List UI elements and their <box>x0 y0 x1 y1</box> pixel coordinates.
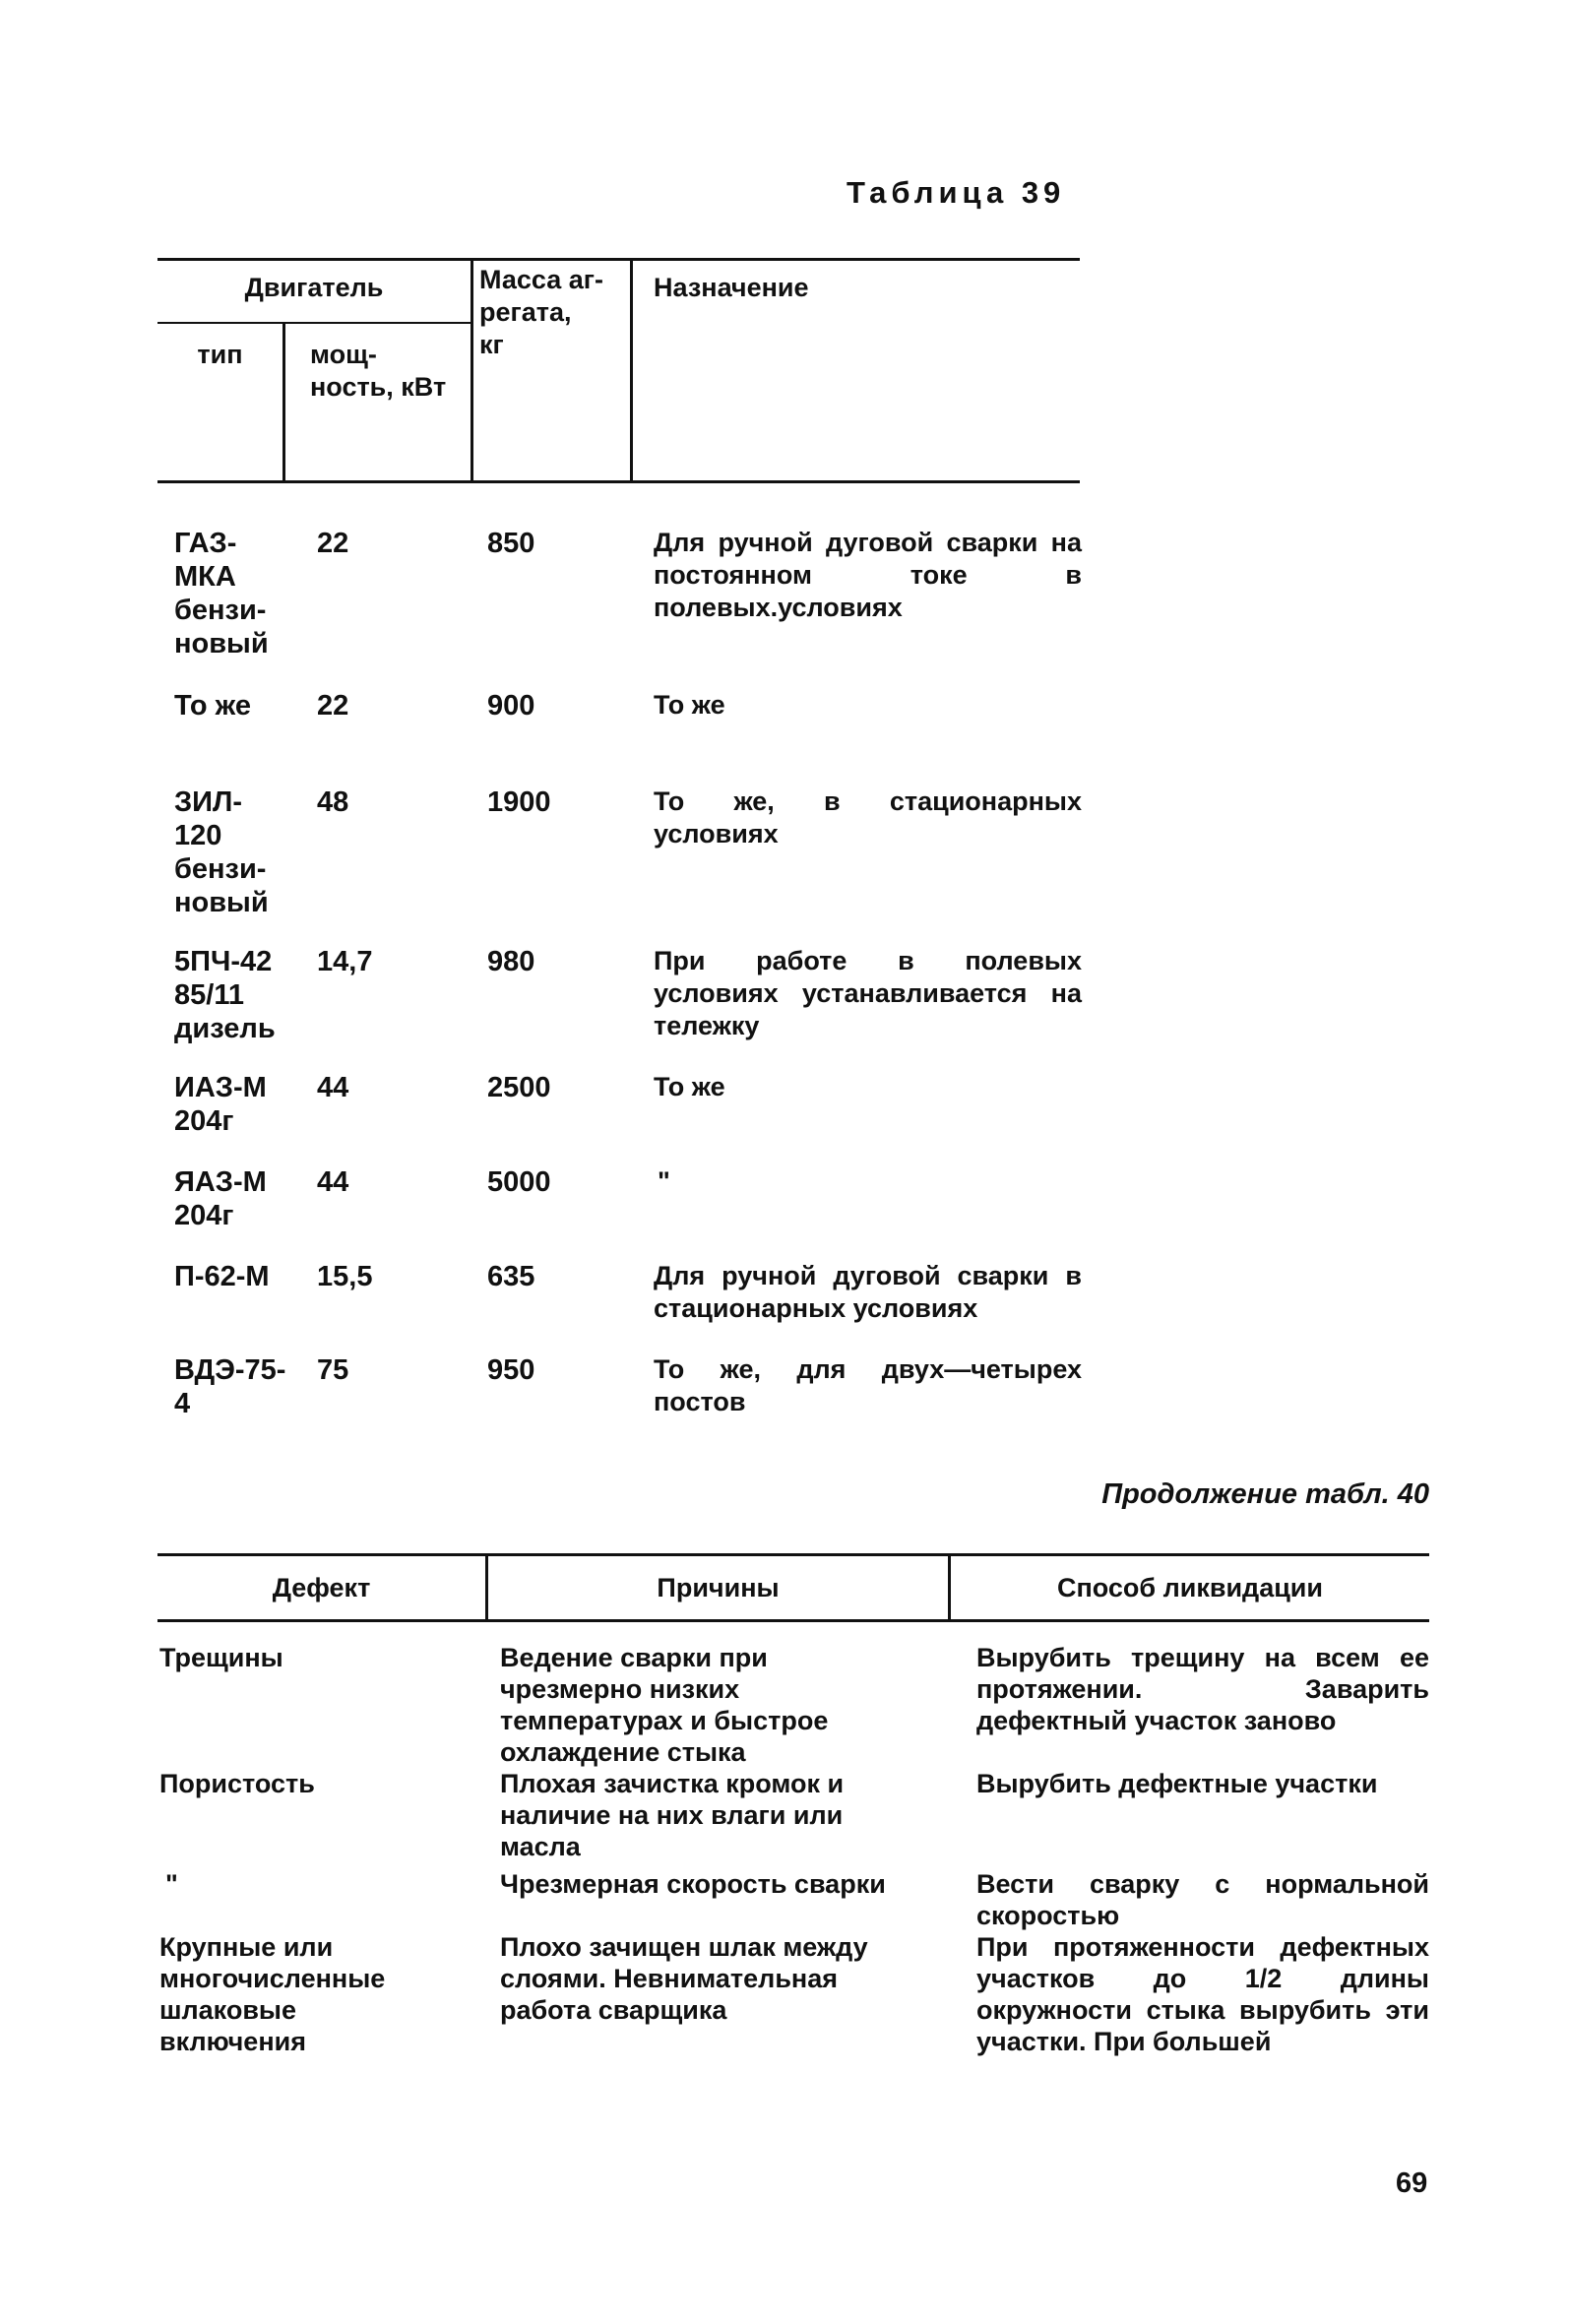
row-defect: Пористость <box>159 1769 315 1798</box>
row-defect: Трещины <box>159 1643 283 1672</box>
row-purpose: Для ручной дуговой сварки на постоянном токе в полевых.условиях <box>654 528 1082 622</box>
row-mass: 900 <box>487 690 535 722</box>
row-power: 48 <box>317 786 349 818</box>
table-40-header-remedy: Способ ликвидации <box>1056 1573 1324 1602</box>
page-number: 69 <box>1396 2167 1428 2199</box>
row-power: 44 <box>317 1166 349 1198</box>
row-remedy: При протяженности дефектных участков до 1/2 длины окружности стыка вырубить эти участки. При большей <box>976 1932 1429 2056</box>
row-power: 14,7 <box>317 946 373 977</box>
table-39-title: Таблица 39 <box>847 175 1066 210</box>
row-type: То же <box>174 690 251 722</box>
row-purpose: При работе в полевых условиях устанавливается на тележку <box>654 946 1082 1040</box>
row-purpose: Для ручной дуговой сварки в стационарных условиях <box>654 1261 1082 1323</box>
row-purpose: То же <box>654 690 725 720</box>
table-39-top-rule <box>157 258 1080 261</box>
table-39-divider-mass-purpose <box>630 258 633 480</box>
row-remedy: Вырубить трещину на всем ее протяжении. Заварить дефектный участок заново <box>976 1643 1429 1735</box>
row-purpose: То же <box>654 1072 725 1101</box>
table-39-header-purpose: Назначение <box>654 273 809 302</box>
table-39-divider-type-power <box>282 322 285 480</box>
row-power: 44 <box>317 1072 349 1103</box>
row-type: П-62-М <box>174 1261 270 1292</box>
row-causes: Чрезмерная скорость сварки <box>500 1869 886 1899</box>
row-mass: 5000 <box>487 1166 551 1198</box>
table-40-header-bottom-rule <box>157 1619 1429 1622</box>
row-type: 5ПЧ-42 85/11 дизель <box>174 946 276 1044</box>
table-39-header-type: тип <box>197 340 243 369</box>
table-39-header-engine: Двигатель <box>244 273 384 302</box>
row-power: 22 <box>317 690 349 722</box>
row-remedy: Вырубить дефектные участки <box>976 1769 1378 1798</box>
row-power: 22 <box>317 528 349 559</box>
table-40-top-rule <box>157 1553 1429 1556</box>
table-40-title: Продолжение табл. 40 <box>1101 1478 1429 1510</box>
table-40-header-defect: Дефект <box>272 1573 371 1602</box>
row-mass: 950 <box>487 1354 535 1386</box>
row-power: 75 <box>317 1354 349 1386</box>
row-power: 15,5 <box>317 1261 373 1292</box>
row-defect: Крупные или многочисленные шлаковые включения <box>159 1932 386 2056</box>
table-39-header-mass: Масса аг- регата, кг <box>479 265 603 359</box>
row-mass: 980 <box>487 946 535 977</box>
row-remedy: Вести сварку с нормальной скоростью <box>976 1869 1429 1930</box>
row-purpose: То же, для двух—четырех постов <box>654 1354 1082 1416</box>
row-causes: Ведение сварки при чрезмерно низких температурах и быстрое охлаждение стыка <box>500 1643 829 1767</box>
row-causes: Плохая зачистка кромок и наличие на них влаги или масла <box>500 1769 845 1861</box>
row-type: ГАЗ- МКА бензи- новый <box>174 528 269 660</box>
row-mass: 2500 <box>487 1072 551 1103</box>
row-mass: 635 <box>487 1261 535 1292</box>
row-causes: Плохо зачищен шлак между слоями. Невнимательная работа сварщика <box>500 1932 868 2025</box>
row-purpose: " <box>658 1166 670 1196</box>
row-mass: 850 <box>487 528 535 559</box>
row-type: ЗИЛ- 120 бензи- новый <box>174 786 269 918</box>
table-39-engine-rule <box>157 322 471 324</box>
row-type: ВДЭ-75- 4 <box>174 1354 286 1419</box>
row-purpose: То же, в стационарных условиях <box>654 786 1082 848</box>
table-40-header-causes: Причины <box>657 1573 780 1602</box>
row-type: ИАЗ-М 204г <box>174 1072 267 1137</box>
row-type: ЯАЗ-М 204г <box>174 1166 267 1231</box>
row-mass: 1900 <box>487 786 551 818</box>
table-39-header-power: мощ- ность, кВт <box>310 340 447 402</box>
table-39-header-bottom-rule <box>157 480 1080 483</box>
row-defect: " <box>165 1869 178 1899</box>
